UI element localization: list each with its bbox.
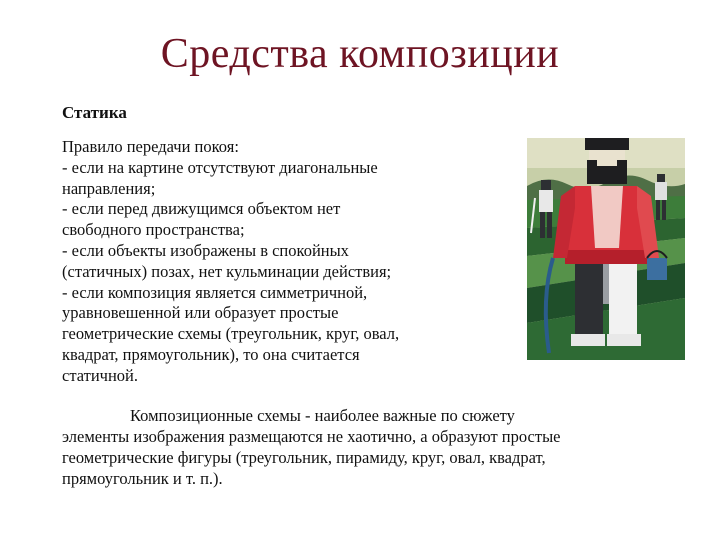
text-line: Композиционные схемы - наиболее важные по сюжету [130,406,515,425]
text-line: Правило передачи покоя: [62,137,239,156]
text-line: статичной. [62,365,139,385]
text-line: - если перед движущимся объектом нет [62,199,341,219]
painting-image [527,138,685,360]
text-line: - если композиция является симметричной, [62,282,368,302]
text-line: элементы изображения размещаются не хаотично, а образуют простые [62,427,561,446]
text-line: геометрические фигуры (треугольник, пирамиду, круг, овал, квадрат, [62,448,546,467]
schemes-text [62,405,672,489]
text-line: уравновешенной или образует простые [62,303,339,323]
text-line: геометрические схемы (треугольник, круг, овал, [62,324,400,344]
text-line: (статичных) позах, нет кульминации действия; [62,261,392,281]
text-line: - если объекты изображены в спокойных [62,240,349,260]
section-subtitle: Статика [62,103,127,122]
rules-text [62,137,492,387]
page-title: Средства композиции [160,31,560,77]
text-line: направления; [62,178,156,198]
text-line: прямоугольник и т. п.). [62,469,223,488]
text-line: свободного пространства; [62,220,245,240]
text-line: квадрат, прямоугольник), то она считается [62,344,360,364]
text-line: - если на картине отсутствуют диагональные [62,157,378,177]
painting-figure-icon [527,138,685,360]
